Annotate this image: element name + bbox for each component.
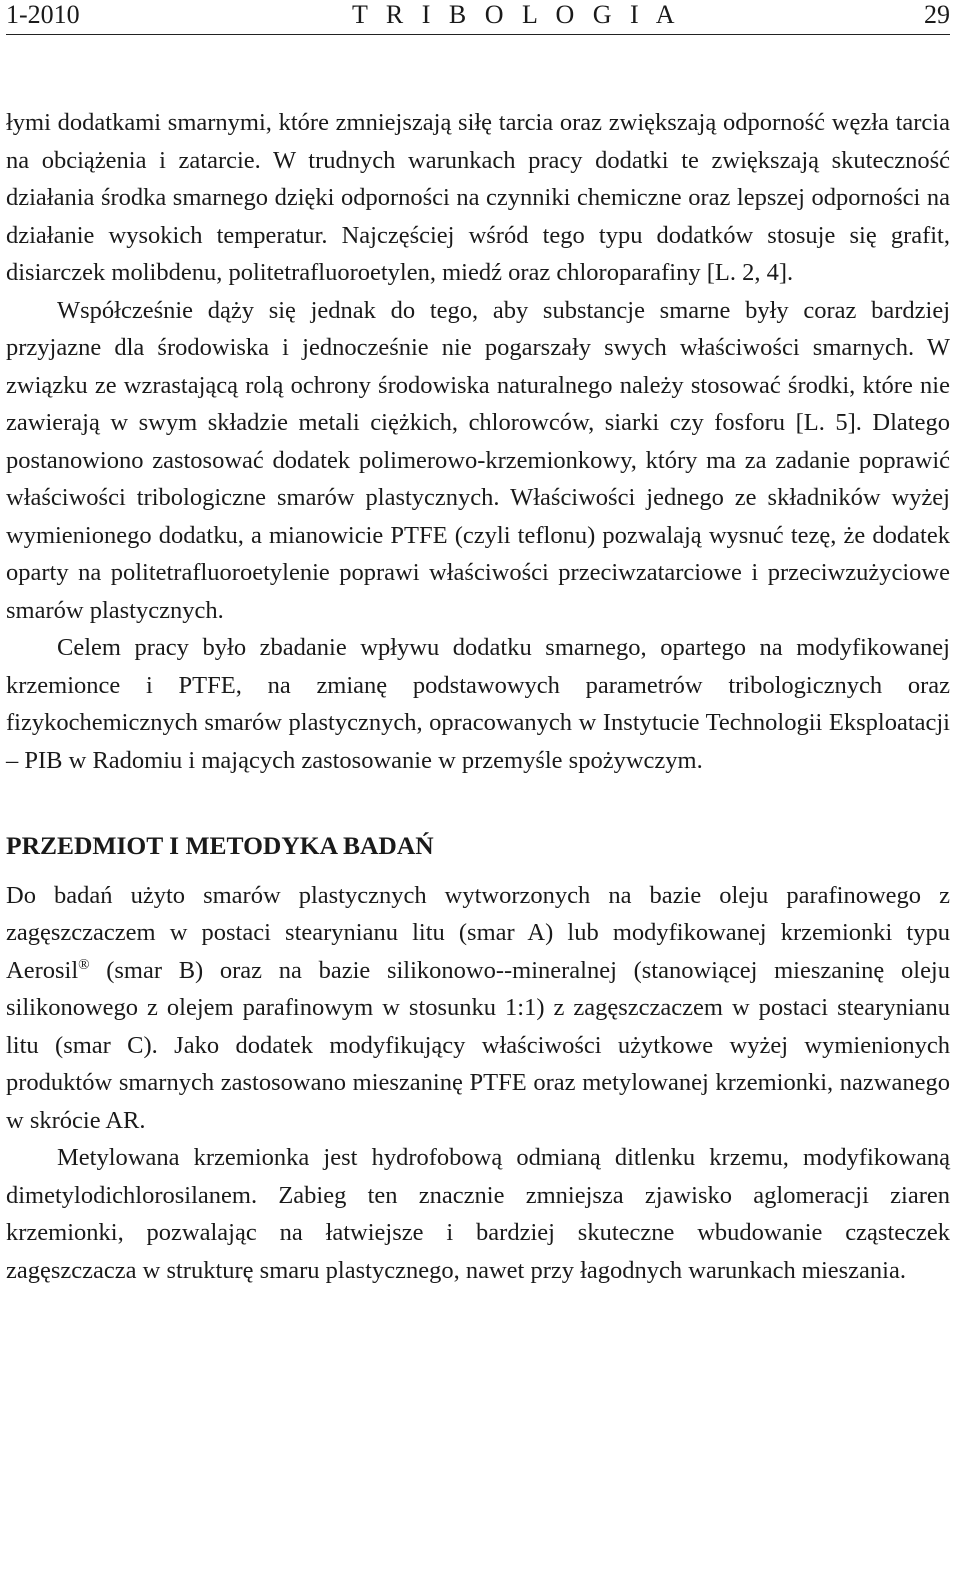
paragraph-4-part-1: Do badań użyto smarów plastycznych wytworzonych na bazie oleju parafinowego z zagęszczaczem w postaci stearynianu litu (smar A) lub modyfikowanej krzemionki typu Aerosil: [6, 881, 950, 984]
paragraph-5: Metylowana krzemionka jest hydrofobową odmianą ditlenku krzemu, modyfikowaną dimetylodichlorosilanem. Zabieg ten znacznie zmniejsza zjawisko aglomeracji ziaren krzemionki, pozwalając na łatwiejsze i bardziej skuteczne wbudowanie cząsteczek zagęszczacza w strukturę smaru plastycznego, nawet przy łagodnych warunkach mieszania.: [6, 1144, 950, 1284]
paragraph-4: [6, 877, 950, 1140]
section-heading: PRZEDMIOT I METODYKA BADAŃ: [6, 831, 434, 860]
paragraph-1: łymi dodatkami smarnymi, które zmniejszają siłę tarcia oraz zwiększają odporność węzła tarcia na obciążenia i zatarcie. W trudnych warunkach pracy dodatki te zwiększają skuteczność działania środka smarnego dzięki odporności na czynniki chemiczne oraz lepszej odporności na działanie wysokich temperatur. Najczęściej wśród tego typu dodatków stosuje się grafit, disiarczek molibdenu, politetrafluoroetylen, miedź oraz chloroparafiny [L. 2, 4].: [6, 109, 950, 286]
journal-title: T R I B O L O G I A: [352, 0, 681, 29]
registered-mark: ®: [78, 956, 90, 973]
page-header: [6, 0, 950, 35]
page-number: 29: [924, 0, 950, 29]
paragraph-3: Celem pracy było zbadanie wpływu dodatku smarnego, opartego na modyfikowanej krzemionce i PTFE, na zmianę podstawowych parametrów tribologicznych oraz fizykochemicznych smarów plastycznych, opracowanych w Instytucie Technologii Eksploatacji – PIB w Radomiu i mających zastosowanie w przemyśle spożywczym.: [6, 634, 950, 774]
paragraph-4-part-2: (smar B) oraz na bazie silikonowo--mineralnej (stanowiącej mieszaninę oleju silikonowego z olejem parafinowym w stosunku 1:1) z zagęszczaczem w postaci stearynianu litu (smar C). Jako dodatek modyfikujący właściwości użytkowe wyżej wymienionych produktów smarnych zastosowano mieszaninę PTFE oraz metylowanej krzemionki, nazwanego w skrócie AR.: [6, 956, 950, 1134]
issue-number: 1-2010: [6, 0, 80, 29]
article-body: [6, 104, 950, 1289]
paragraph-2: Współcześnie dąży się jednak do tego, aby substancje smarne były coraz bardziej przyjazne dla środowiska i jednocześnie nie pogarszały swych właściwości smarnych. W związku ze wzrastającą rolą ochrony środowiska naturalnego należy stosować środki, które nie zawierają w swym składzie metali ciężkich, chlorowców, siarki czy fosforu [L. 5]. Dlatego postanowiono zastosować dodatek polimerowo-krzemionkowy, który ma za zadanie poprawić właściwości tribologiczne smarów plastycznych. Właściwości jednego ze składników wyżej wymienionego dodatku, a mianowicie PTFE (czyli teflonu) pozwalają wysnuć tezę, że dodatek oparty na politetrafluoroetylenie poprawi właściwości przeciwzatarciowe i przeciwzużyciowe smarów plastycznych.: [6, 296, 950, 624]
